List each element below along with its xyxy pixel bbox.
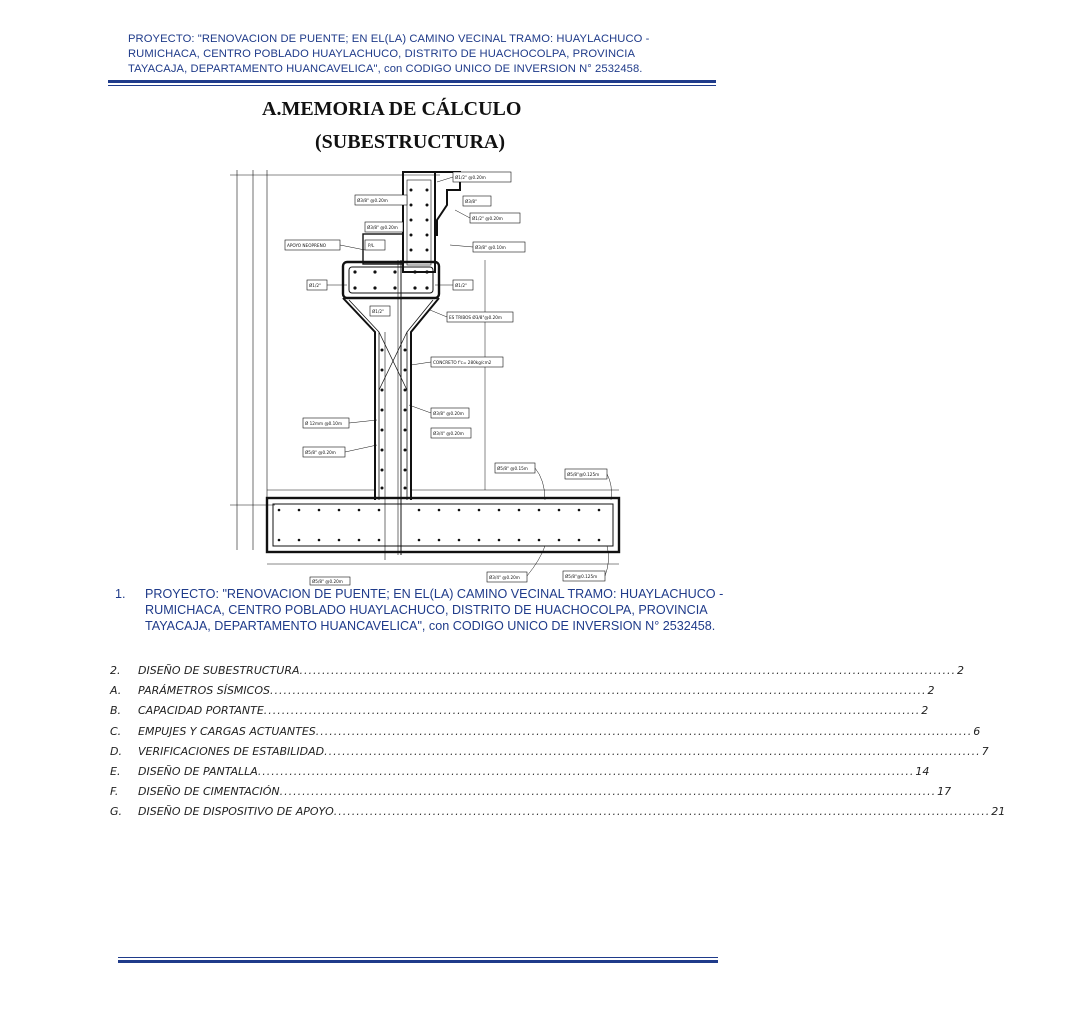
substructure-drawing	[215, 160, 620, 585]
footer-rule-thick	[118, 960, 718, 963]
toc-leader: ..................................................................................................................................................	[263, 704, 921, 718]
toc-leader: ..................................................................................................................................................	[315, 724, 973, 738]
label-right1: Ø1/2"	[455, 283, 467, 288]
header-rule-thin	[108, 85, 716, 86]
toc-entry-page: 2	[927, 684, 935, 698]
toc-entry[interactable]	[110, 684, 935, 704]
toc-entry-letter: G.	[110, 805, 123, 819]
title-line-2: (SUBESTRUCTURA)	[315, 131, 506, 153]
label-apoyo: APOYO NEOPRENO	[287, 243, 326, 248]
label-left1: Ø1/2"	[309, 283, 321, 288]
toc-entry-label: DISEÑO DE CIMENTACIÓN	[138, 785, 280, 799]
header-line-3: TAYACAJA, DEPARTAMENTO HUANCAVELICA", con CODIGO UNICO DE INVERSION N° 2532458.	[128, 63, 643, 75]
toc-leader: ..................................................................................................................................................	[279, 785, 937, 799]
header-rule-thick	[108, 80, 716, 83]
toc-entry-letter: 2.	[110, 664, 121, 677]
toc-leader: ..................................................................................................................................................	[257, 764, 915, 778]
toc-entry-letter: C.	[110, 724, 122, 738]
section-1-line-3: TAYACAJA, DEPARTAMENTO HUANCAVELICA", con CODIGO UNICO DE INVERSION N° 2532458.	[145, 619, 716, 633]
toc-entry[interactable]	[110, 785, 952, 805]
toc-entry-label: CAPACIDAD PORTANTE	[138, 704, 264, 718]
toc-entry-page: 2	[921, 704, 929, 718]
label-f4: Ø5/8"@0.125m	[565, 574, 598, 579]
label-f3: Ø3/4" @0.20m	[489, 575, 520, 580]
section-1-line-2: RUMICHACA, CENTRO POBLADO HUAYLACHUCO, DISTRITO DE HUACHOCOLPA, PROVINCIA	[145, 603, 708, 617]
toc-entry-page: 21	[991, 805, 1006, 819]
label-f1: Ø5/8" @0.15m	[497, 466, 528, 471]
toc-entry-page: 7	[981, 744, 989, 758]
toc-entry-label: EMPUJES Y CARGAS ACTUANTES	[138, 724, 316, 738]
title-line-1: A.MEMORIA DE CÁLCULO	[262, 98, 522, 120]
label-top4: Ø3/8" @0.20m	[357, 198, 388, 203]
toc-entry-letter: F.	[110, 785, 119, 799]
toc-entry[interactable]	[110, 764, 930, 785]
toc-entry[interactable]	[110, 704, 929, 724]
toc-entry-letter: A.	[110, 684, 122, 698]
label-r2: Ø3/4" @0.20m	[433, 431, 464, 436]
label-estribos: ES TRIBOS Ø3/8"@0.20m	[449, 315, 502, 320]
header-line-1: PROYECTO: "RENOVACION DE PUENTE; EN EL(LA) CAMINO VECINAL TRAMO: HUAYLACHUCO -	[128, 33, 650, 45]
toc-entry[interactable]	[110, 805, 1006, 825]
section-1	[115, 586, 745, 634]
label-top5: Ø3/8" @0.20m	[367, 225, 398, 230]
toc-leader: ..................................................................................................................................................	[269, 684, 927, 698]
toc-entry[interactable]	[110, 744, 989, 765]
label-top2: Ø3/8"	[465, 199, 477, 204]
label-f2: Ø5/8"@0.125m	[567, 472, 600, 477]
toc-leader: ..................................................................................................................................................	[299, 664, 957, 677]
label-top3: Ø1/2" @0.20m	[472, 216, 503, 221]
toc-entry[interactable]	[110, 664, 965, 684]
header-line-2: RUMICHACA, CENTRO POBLADO HUAYLACHUCO, DISTRITO DE HUACHOCOLPA, PROVINCIA	[128, 48, 636, 60]
label-top6: Ø3/8" @0.10m	[475, 245, 506, 250]
document-header	[128, 32, 698, 77]
table-of-contents	[110, 664, 1006, 826]
label-base: Ø5/8" @0.20m	[312, 579, 343, 584]
toc-entry-page: 6	[973, 724, 981, 738]
label-top1: Ø1/2" @0.20m	[455, 175, 486, 180]
toc-entry-label: DISEÑO DE SUBESTRUCTURA	[138, 664, 300, 677]
toc-leader: ..................................................................................................................................................	[324, 744, 981, 758]
toc-leader: ..................................................................................................................................................	[333, 805, 991, 819]
label-l1: Ø 12mm @0.10m	[305, 421, 343, 426]
toc-entry-letter: E.	[110, 764, 121, 778]
section-1-line-1: PROYECTO: "RENOVACION DE PUENTE; EN EL(LA) CAMINO VECINAL TRAMO: HUAYLACHUCO -	[145, 587, 724, 601]
label-concreto: CONCRETO f'c= 280kg/cm2	[433, 360, 492, 365]
toc-entry-label: VERIFICACIONES DE ESTABILIDAD	[138, 744, 325, 758]
label-l2: Ø5/8" @0.20m	[305, 450, 336, 455]
label-mid: Ø1/2"	[372, 309, 384, 314]
toc-entry-letter: D.	[110, 744, 122, 758]
section-1-number: 1.	[115, 587, 126, 601]
toc-entry-page: 2	[957, 664, 965, 677]
toc-entry-label: PARÁMETROS SÍSMICOS	[138, 684, 270, 698]
toc-entry-letter: B.	[110, 704, 122, 718]
footer-rule-thin	[118, 957, 718, 958]
toc-entry[interactable]	[110, 724, 981, 745]
toc-entry-label: DISEÑO DE PANTALLA	[138, 764, 258, 778]
label-pl: P/L	[368, 243, 375, 248]
toc-entry-page: 17	[937, 785, 952, 799]
toc-entry-page: 14	[915, 764, 930, 778]
label-r1: Ø3/8" @0.20m	[433, 411, 464, 416]
toc-entry-label: DISEÑO DE DISPOSITIVO DE APOYO	[138, 805, 334, 819]
